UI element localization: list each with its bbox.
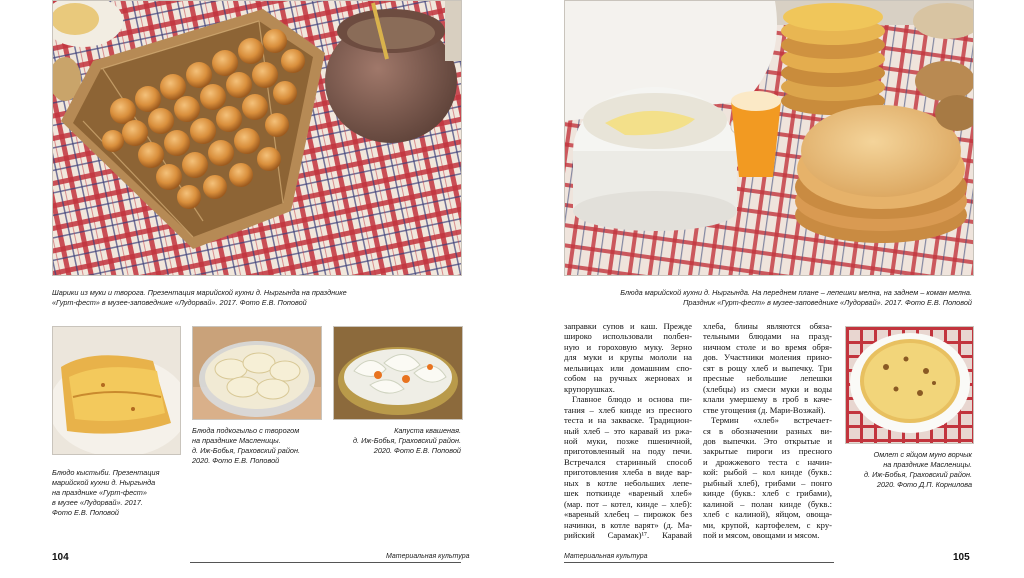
text-line: калиной – полан кинде (букв.: — [703, 498, 832, 509]
donut-balls-caption — [52, 288, 347, 308]
text-line: ми, крупой, картофелем, с кру- — [703, 519, 832, 530]
caption-line: д. Иж-Бобья, Граховский район. — [352, 436, 461, 445]
text-line: Термин «хлеб» встречает- — [711, 415, 832, 426]
text-line: Встречался старинный способ — [564, 456, 692, 467]
text-line: тельными блюдами на празд- — [703, 331, 832, 342]
caption-line: 2020. Фото Д.П. Корнилова — [876, 480, 972, 489]
flatbread-stack-caption — [564, 288, 972, 308]
text-line: для муки и крупы мололи на — [564, 352, 692, 363]
text-line: ничном столе и во время обря- — [703, 341, 832, 352]
caption-line: д. Иж-Бобья, Граховский район. — [863, 470, 972, 479]
text-line: сят в рощу хлеб и выпечку. Три — [703, 362, 832, 373]
text-line: теста и на закваске. Традицион- — [564, 415, 692, 426]
body-text-column-1 — [564, 321, 692, 541]
text-line: ный хлеб – это каравай из ржа- — [564, 425, 692, 436]
caption-line: Фото Е.В. Поповой — [52, 508, 119, 517]
text-line: крупорушках. — [564, 383, 615, 394]
caption-line: в музее «Лудорвай». 2017. — [52, 498, 143, 507]
caption-line: на празднике Масленицы. — [192, 436, 281, 445]
kystyby-caption — [52, 468, 160, 518]
sauerkraut-photo — [333, 326, 463, 420]
text-line: ных в котле небольших лепе- — [564, 477, 692, 488]
text-line: ной муки, позже пшеничной, — [564, 435, 692, 446]
caption-line: «Гурт-фест» в музее-заповеднике «Лудорвай». 2017. Фото Е.В. Поповой — [52, 298, 307, 307]
text-line: хлеб с калиной), яйцом, овоща- — [703, 509, 832, 520]
text-line: приготовленный на поду печи. — [564, 446, 692, 457]
footer-rule-left — [190, 562, 461, 563]
text-line: дов выпечки. Это открытые и — [703, 435, 832, 446]
text-line: и дрожжевого теста с начин- — [703, 456, 832, 467]
running-title-left: Материальная культура — [386, 553, 470, 560]
text-line: пресные небольшие лепешки — [703, 373, 832, 384]
text-line: (мар. пот – котел, кинде – хлеб): — [564, 498, 692, 509]
kystyby-photo — [52, 326, 181, 455]
caption-line: на празднике Масленицы. — [883, 460, 972, 469]
caption-line: марийской кухни д. Ныргында — [52, 478, 156, 487]
text-line: «вареный хлебец – пирожок без — [564, 509, 692, 520]
caption-line: д. Иж-Бобья, Граховский район. — [192, 446, 301, 455]
page-number-left: 104 — [52, 552, 69, 563]
text-line: закрытые пироги из пресного — [703, 446, 832, 457]
sauerkraut-caption — [333, 426, 461, 456]
dumplings-bowl-photo — [192, 326, 322, 420]
caption-line: Блюдо кыстыби. Презентация — [52, 468, 160, 477]
body-text-column-2 — [703, 321, 832, 541]
text-line: приготовления хлеба в виде вар- — [564, 467, 692, 478]
text-line: (хлебцы) из смеси муки и воды — [703, 383, 832, 394]
text-line: рийский Сарамак)¹⁷. Каравай — [564, 530, 692, 541]
text-line: стве угощения (д. Мари-Возжай). — [703, 404, 826, 415]
text-line: широко использовали полбен- — [564, 331, 692, 342]
text-line: Главное блюдо и основа пи- — [572, 394, 692, 405]
text-line: кой: рыбой – кол кинде (букв.: — [703, 467, 832, 478]
text-line: пой и мясом, овощами и мясом. — [703, 530, 820, 541]
text-line: мельницах или домашним спо- — [564, 362, 692, 373]
donut-balls-photo — [52, 0, 462, 276]
caption-line: Праздник «Гурт-фест» в музее-заповеднике «Лудорвай». 2017. Фото Е.В. Поповой — [683, 298, 972, 307]
caption-line: на празднике «Гурт-фест» — [52, 488, 147, 497]
footer-rule-right — [564, 562, 834, 563]
text-line: хлеба, блины являются обяза- — [703, 321, 832, 331]
dumplings-bowl-caption — [192, 426, 300, 466]
text-line: шек поткинде «вареный хлеб» — [564, 488, 692, 499]
caption-line: 2020. Фото Е.В. Поповой — [192, 456, 280, 465]
omelette-dish-photo — [845, 326, 974, 444]
running-title-right: Материальная культура — [564, 553, 648, 560]
text-line: тания – хлеб кинде из пресного — [564, 404, 692, 415]
text-line: заправки супов и каш. Прежде — [564, 321, 692, 331]
text-line: клали умершему в гроб в каче- — [703, 394, 832, 405]
text-line: собом на ручных жерновах и — [564, 373, 692, 384]
text-line: кинде (букв.: хлеб с грибами), — [703, 488, 832, 499]
text-line: ную и гороховую муку. Зерно — [564, 341, 692, 352]
flatbread-stack-photo — [564, 0, 974, 276]
text-line: начинки, в котле варят» (д. Ма- — [564, 519, 692, 530]
text-line: дов. Участники моления прино- — [703, 352, 832, 363]
page-number-right: 105 — [953, 552, 970, 563]
caption-line: Шарики из муки и творога. Презентация марийской кухни д. Ныргында на празднике — [52, 288, 347, 297]
caption-line: 2020. Фото Е.В. Поповой — [373, 446, 461, 455]
text-line: рыбный хлеб), грибами – понго — [703, 477, 832, 488]
caption-line: Блюда подкогыльо с творогом — [192, 426, 300, 435]
text-line: ся в обозначении разных ви- — [703, 425, 832, 436]
caption-line: Блюда марийской кухни д. Ныргында. На переднем плане – лепешки мелна, на заднем – коман мелна. — [620, 288, 972, 297]
omelette-dish-caption — [845, 450, 972, 490]
caption-line: Капуста квашеная. — [394, 426, 461, 435]
caption-line: Омлет с яйцом муно ворчык — [873, 450, 972, 459]
